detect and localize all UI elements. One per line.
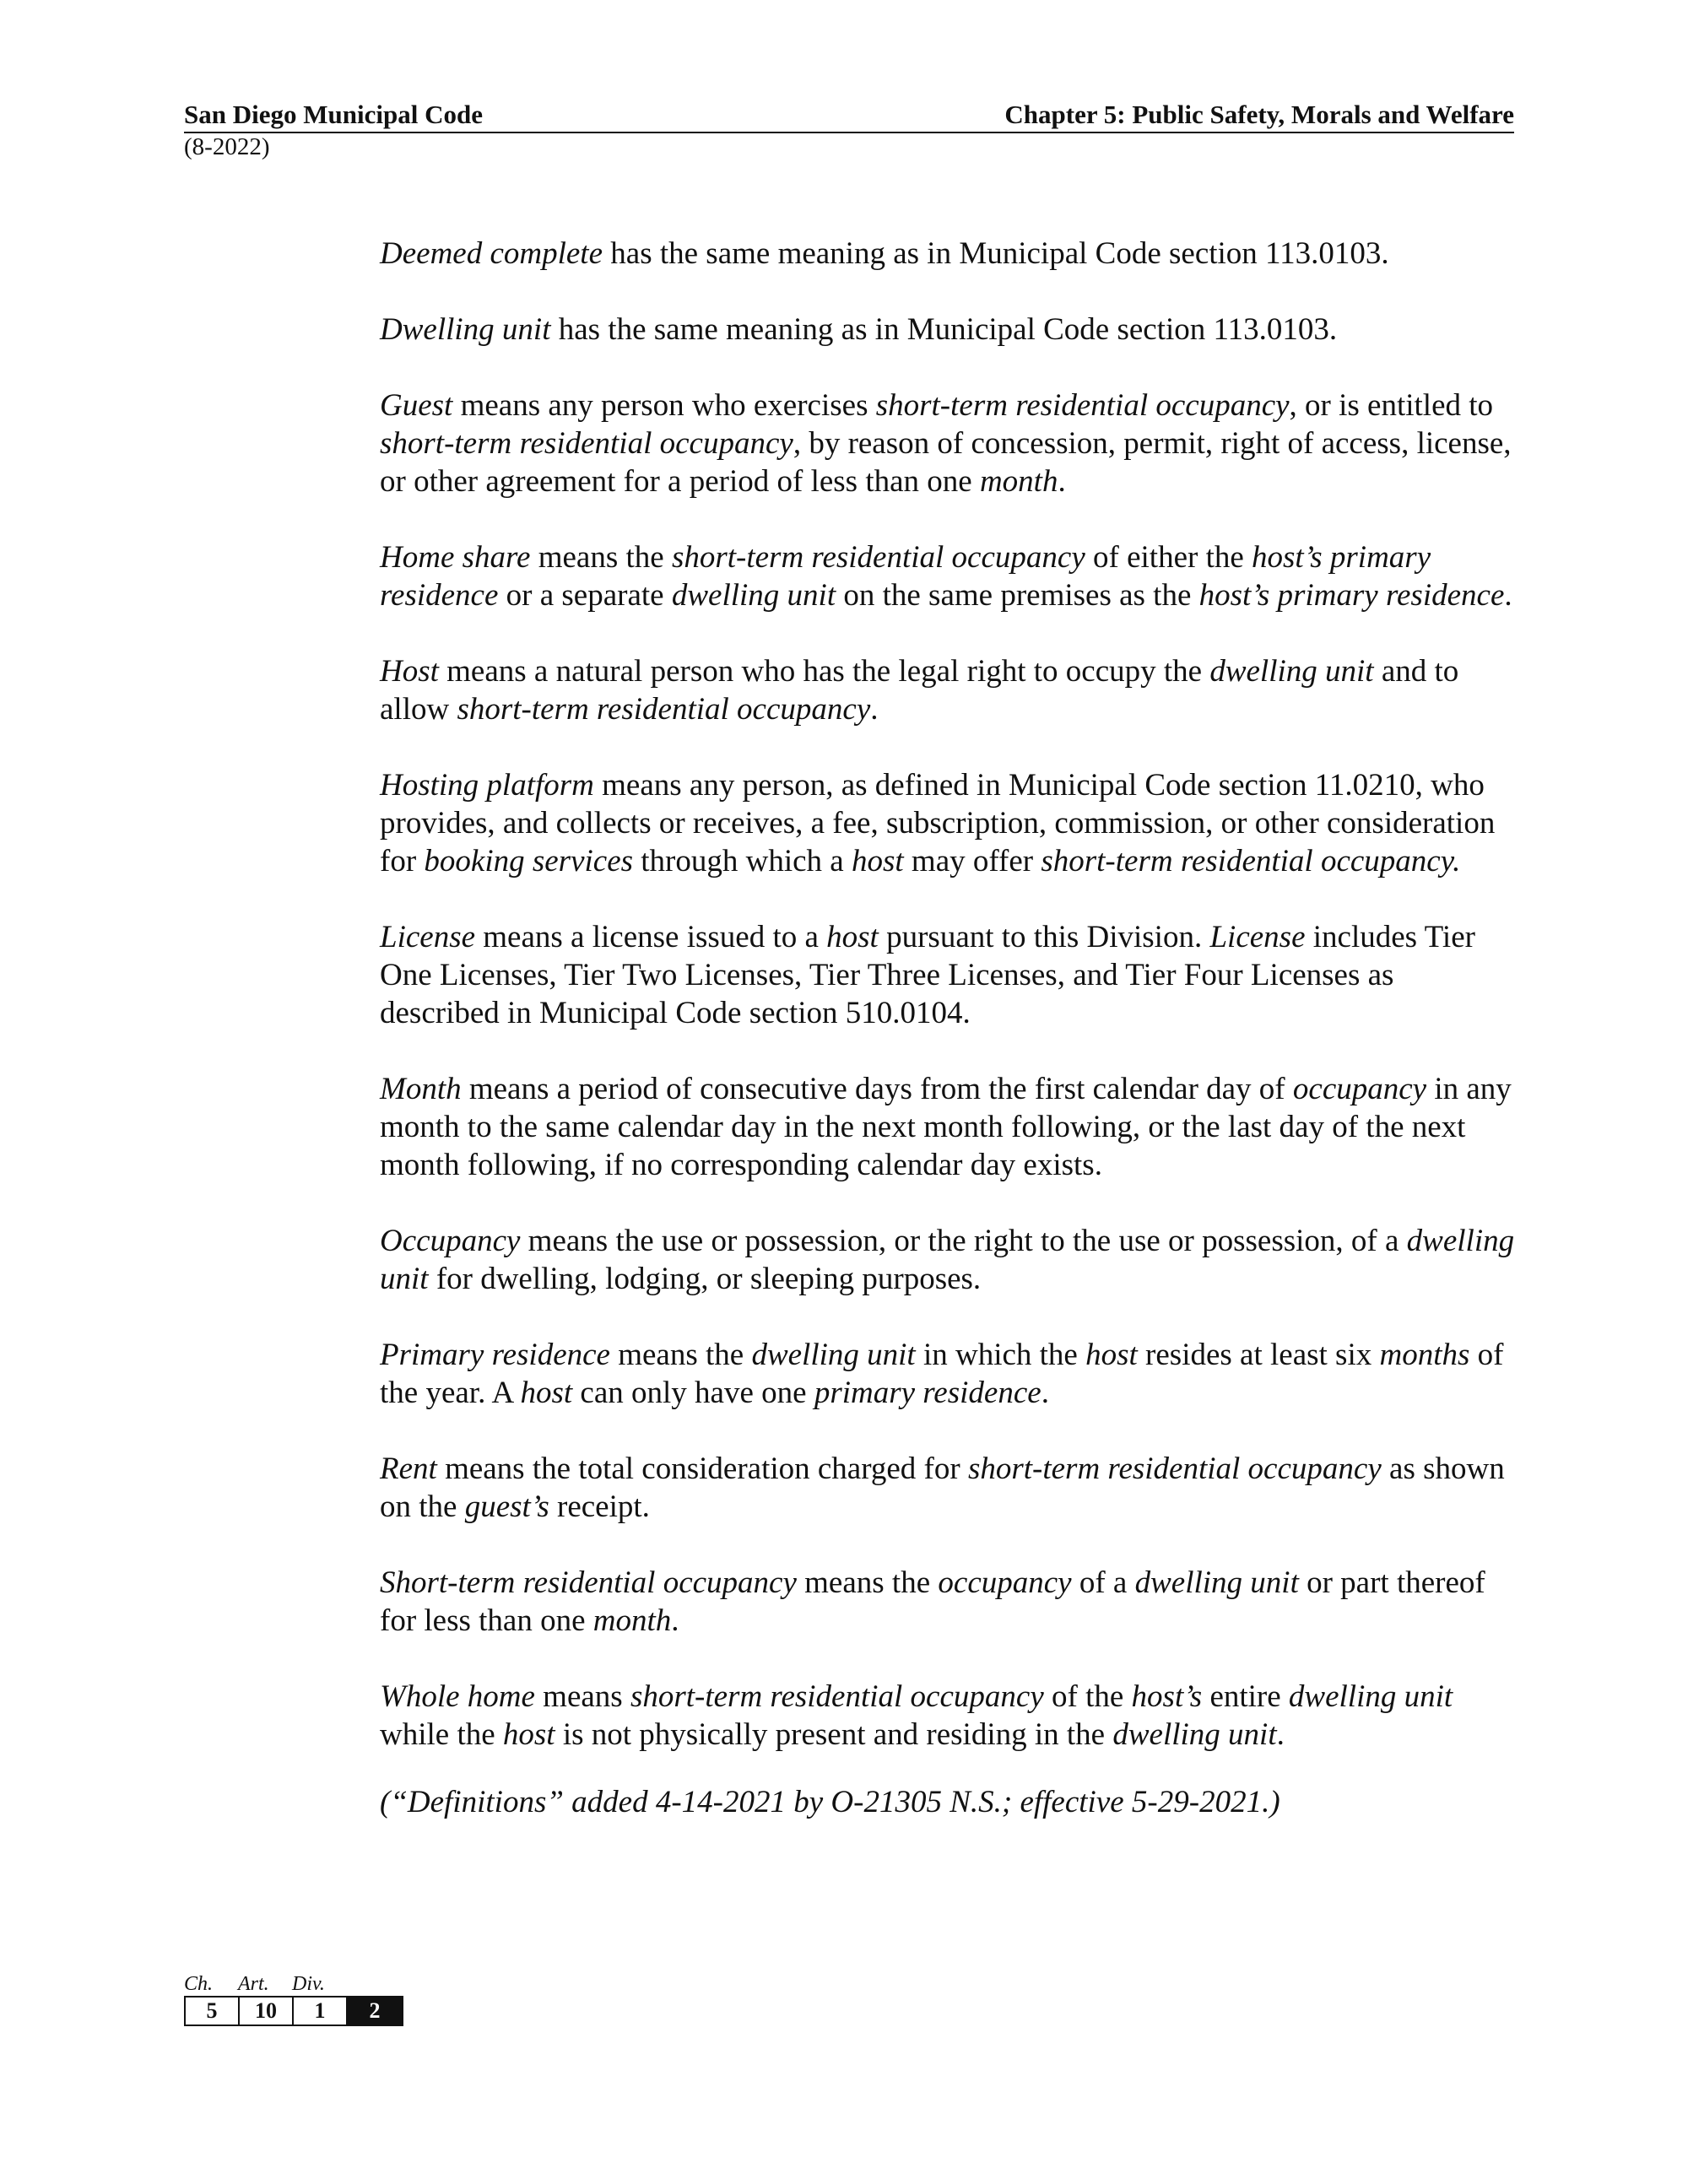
definition-text: in which the bbox=[915, 1338, 1086, 1372]
defined-term: short-term residential occupancy bbox=[380, 426, 793, 461]
definition-paragraph bbox=[380, 766, 1519, 880]
defined-term: booking services bbox=[424, 844, 634, 878]
definition-text: . bbox=[671, 1603, 679, 1638]
definition-text: means the total consideration charged for bbox=[436, 1451, 968, 1486]
definition-text: means a license issued to a bbox=[475, 920, 827, 954]
history-note: (“Definitions” added 4-14-2021 by O-21305 N.S.; effective 5-29-2021.) bbox=[380, 1785, 1280, 1819]
defined-term: short-term residential occupancy bbox=[457, 692, 871, 727]
defined-term: primary residence bbox=[814, 1376, 1041, 1410]
definition-paragraph bbox=[380, 652, 1519, 728]
defined-term: License bbox=[1209, 920, 1306, 954]
definition-text: means bbox=[534, 1679, 630, 1714]
definition-text: . bbox=[870, 692, 879, 727]
defined-term: dwelling unit bbox=[1209, 654, 1374, 689]
definition-text: receipt. bbox=[549, 1489, 650, 1524]
definition-text: means the bbox=[609, 1338, 752, 1372]
footer-labels bbox=[184, 1973, 346, 1995]
header-code-title: San Diego Municipal Code bbox=[184, 100, 483, 129]
definition-text: . bbox=[1058, 464, 1066, 499]
definition-paragraph bbox=[380, 1070, 1519, 1184]
defined-term: host’s bbox=[1131, 1679, 1203, 1714]
definition-text: means any person who exercises bbox=[452, 388, 876, 423]
definition-paragraph bbox=[380, 387, 1519, 500]
definition-text: of the bbox=[1043, 1679, 1132, 1714]
defined-term: host bbox=[851, 844, 904, 878]
definition-text: in any month to the same calendar day in the next month following, or the last day of the next month following, if no corresponding calendar day exists. bbox=[380, 1072, 1512, 1182]
definition-text: includes Tier One Licenses, Tier Two Licenses, Tier Three Licenses, and Tier Four Licenses as described in Municipal Code section 510.0104. bbox=[380, 920, 1475, 1030]
definition-text: . bbox=[1504, 578, 1512, 613]
defined-term: short-term residential occupancy bbox=[630, 1679, 1044, 1714]
definition-text: through which a bbox=[633, 844, 852, 878]
footer-label-division: Div. bbox=[292, 1973, 325, 1995]
definition-text: and to allow bbox=[380, 654, 1459, 727]
definition-paragraph bbox=[380, 235, 1519, 273]
defined-term: occupancy bbox=[1292, 1072, 1427, 1106]
defined-term: dwelling unit bbox=[1134, 1565, 1299, 1600]
definition-text: means a natural person who has the legal right to occupy the bbox=[438, 654, 1210, 689]
defined-term: Month bbox=[380, 1072, 462, 1106]
definition-text: can only have one bbox=[572, 1376, 814, 1410]
definition-text: . bbox=[1041, 1376, 1049, 1410]
definition-text: of a bbox=[1071, 1565, 1135, 1600]
defined-term: Hosting platform bbox=[380, 768, 594, 803]
footer-section-box bbox=[184, 1996, 403, 2026]
definition-text: pursuant to this Division. bbox=[878, 920, 1210, 954]
definition-paragraph bbox=[380, 311, 1519, 349]
definition-text: means a period of consecutive days from the first calendar day of bbox=[461, 1072, 1293, 1106]
footer-article-number: 10 bbox=[240, 1997, 294, 2025]
definition-text: on the same premises as the bbox=[836, 578, 1199, 613]
defined-term: Whole home bbox=[380, 1679, 535, 1714]
footer-label-chapter: Ch. bbox=[184, 1973, 214, 1995]
defined-term: Primary residence bbox=[380, 1338, 610, 1372]
defined-term: short-term residential occupancy bbox=[671, 540, 1085, 575]
definition-text: of either the bbox=[1085, 540, 1252, 575]
defined-term: host’s primary residence bbox=[380, 540, 1431, 613]
definition-text: for dwelling, lodging, or sleeping purposes. bbox=[428, 1262, 982, 1296]
defined-term: Short-term residential occupancy bbox=[380, 1565, 797, 1600]
header-edition-date: (8-2022) bbox=[184, 133, 270, 160]
defined-term: License bbox=[380, 920, 476, 954]
defined-term: host bbox=[826, 920, 879, 954]
definition-text: has the same meaning as in Municipal Code section 113.0103. bbox=[603, 236, 1389, 271]
definition-paragraph bbox=[380, 1678, 1519, 1754]
defined-term: month bbox=[592, 1603, 672, 1638]
definition-text: while the bbox=[380, 1717, 503, 1752]
defined-term: host bbox=[502, 1717, 555, 1752]
definition-text: means any person, as defined in Municipal Code section 11.0210, who provides, and collects or receives, a fee, subscription, commission, or other consideration for bbox=[380, 768, 1496, 878]
definition-text: as shown on the bbox=[380, 1451, 1505, 1524]
footer-division-number: 1 bbox=[294, 1997, 348, 2025]
definition-text: entire bbox=[1202, 1679, 1289, 1714]
definition-text: means the bbox=[530, 540, 672, 575]
defined-term: short-term residential occupancy. bbox=[1041, 844, 1461, 878]
defined-term: months bbox=[1379, 1338, 1470, 1372]
definitions-list bbox=[380, 235, 1519, 1852]
defined-term: dwelling unit bbox=[380, 1224, 1515, 1296]
defined-term: month bbox=[979, 464, 1058, 499]
definition-text: of the year. A bbox=[380, 1338, 1504, 1410]
definition-paragraph bbox=[380, 538, 1519, 614]
definition-text: . bbox=[1276, 1717, 1285, 1752]
footer-label-article: Art. bbox=[238, 1973, 269, 1995]
footer-chapter-number: 5 bbox=[186, 1997, 240, 2025]
defined-term: dwelling unit bbox=[1112, 1717, 1277, 1752]
definition-paragraph bbox=[380, 918, 1519, 1032]
defined-term: Deemed complete bbox=[380, 236, 603, 271]
header-chapter-title: Chapter 5: Public Safety, Morals and Welfare bbox=[1004, 100, 1514, 129]
defined-term: occupancy bbox=[938, 1565, 1072, 1600]
definition-text: , by reason of concession, permit, right of access, license, or other agreement for a period of less than one bbox=[380, 426, 1512, 499]
page-header bbox=[184, 98, 1514, 133]
defined-term: Rent bbox=[380, 1451, 437, 1486]
defined-term: host’s primary residence bbox=[1198, 578, 1505, 613]
defined-term: Host bbox=[380, 654, 439, 689]
defined-term: dwelling unit bbox=[1288, 1679, 1453, 1714]
defined-term: host bbox=[520, 1376, 573, 1410]
definition-text: means the use or possession, or the right to the use or possession, of a bbox=[520, 1224, 1407, 1258]
defined-term: host bbox=[1085, 1338, 1138, 1372]
defined-term: short-term residential occupancy bbox=[875, 388, 1290, 423]
defined-term: dwelling unit bbox=[671, 578, 836, 613]
definition-paragraph bbox=[380, 1450, 1519, 1526]
definition-text: , or is entitled to bbox=[1289, 388, 1494, 423]
defined-term: Dwelling unit bbox=[380, 312, 551, 347]
definition-text: or a separate bbox=[498, 578, 672, 613]
defined-term: guest’s bbox=[464, 1489, 549, 1524]
definitions-container bbox=[380, 235, 1519, 1754]
definition-text: is not physically present and residing in the bbox=[555, 1717, 1113, 1752]
defined-term: Occupancy bbox=[380, 1224, 521, 1258]
definition-text: resides at least six bbox=[1137, 1338, 1380, 1372]
definition-paragraph bbox=[380, 1564, 1519, 1640]
defined-term: dwelling unit bbox=[751, 1338, 916, 1372]
definition-paragraph bbox=[380, 1336, 1519, 1412]
definition-paragraph bbox=[380, 1222, 1519, 1298]
definition-text: or part thereof for less than one bbox=[380, 1565, 1485, 1638]
footer-page-number: 2 bbox=[348, 1997, 402, 2025]
defined-term: short-term residential occupancy bbox=[967, 1451, 1382, 1486]
definition-text: may offer bbox=[903, 844, 1041, 878]
definition-text: has the same meaning as in Municipal Code section 113.0103. bbox=[550, 312, 1338, 347]
definition-text: means the bbox=[796, 1565, 939, 1600]
defined-term: Guest bbox=[380, 388, 453, 423]
defined-term: Home share bbox=[380, 540, 531, 575]
